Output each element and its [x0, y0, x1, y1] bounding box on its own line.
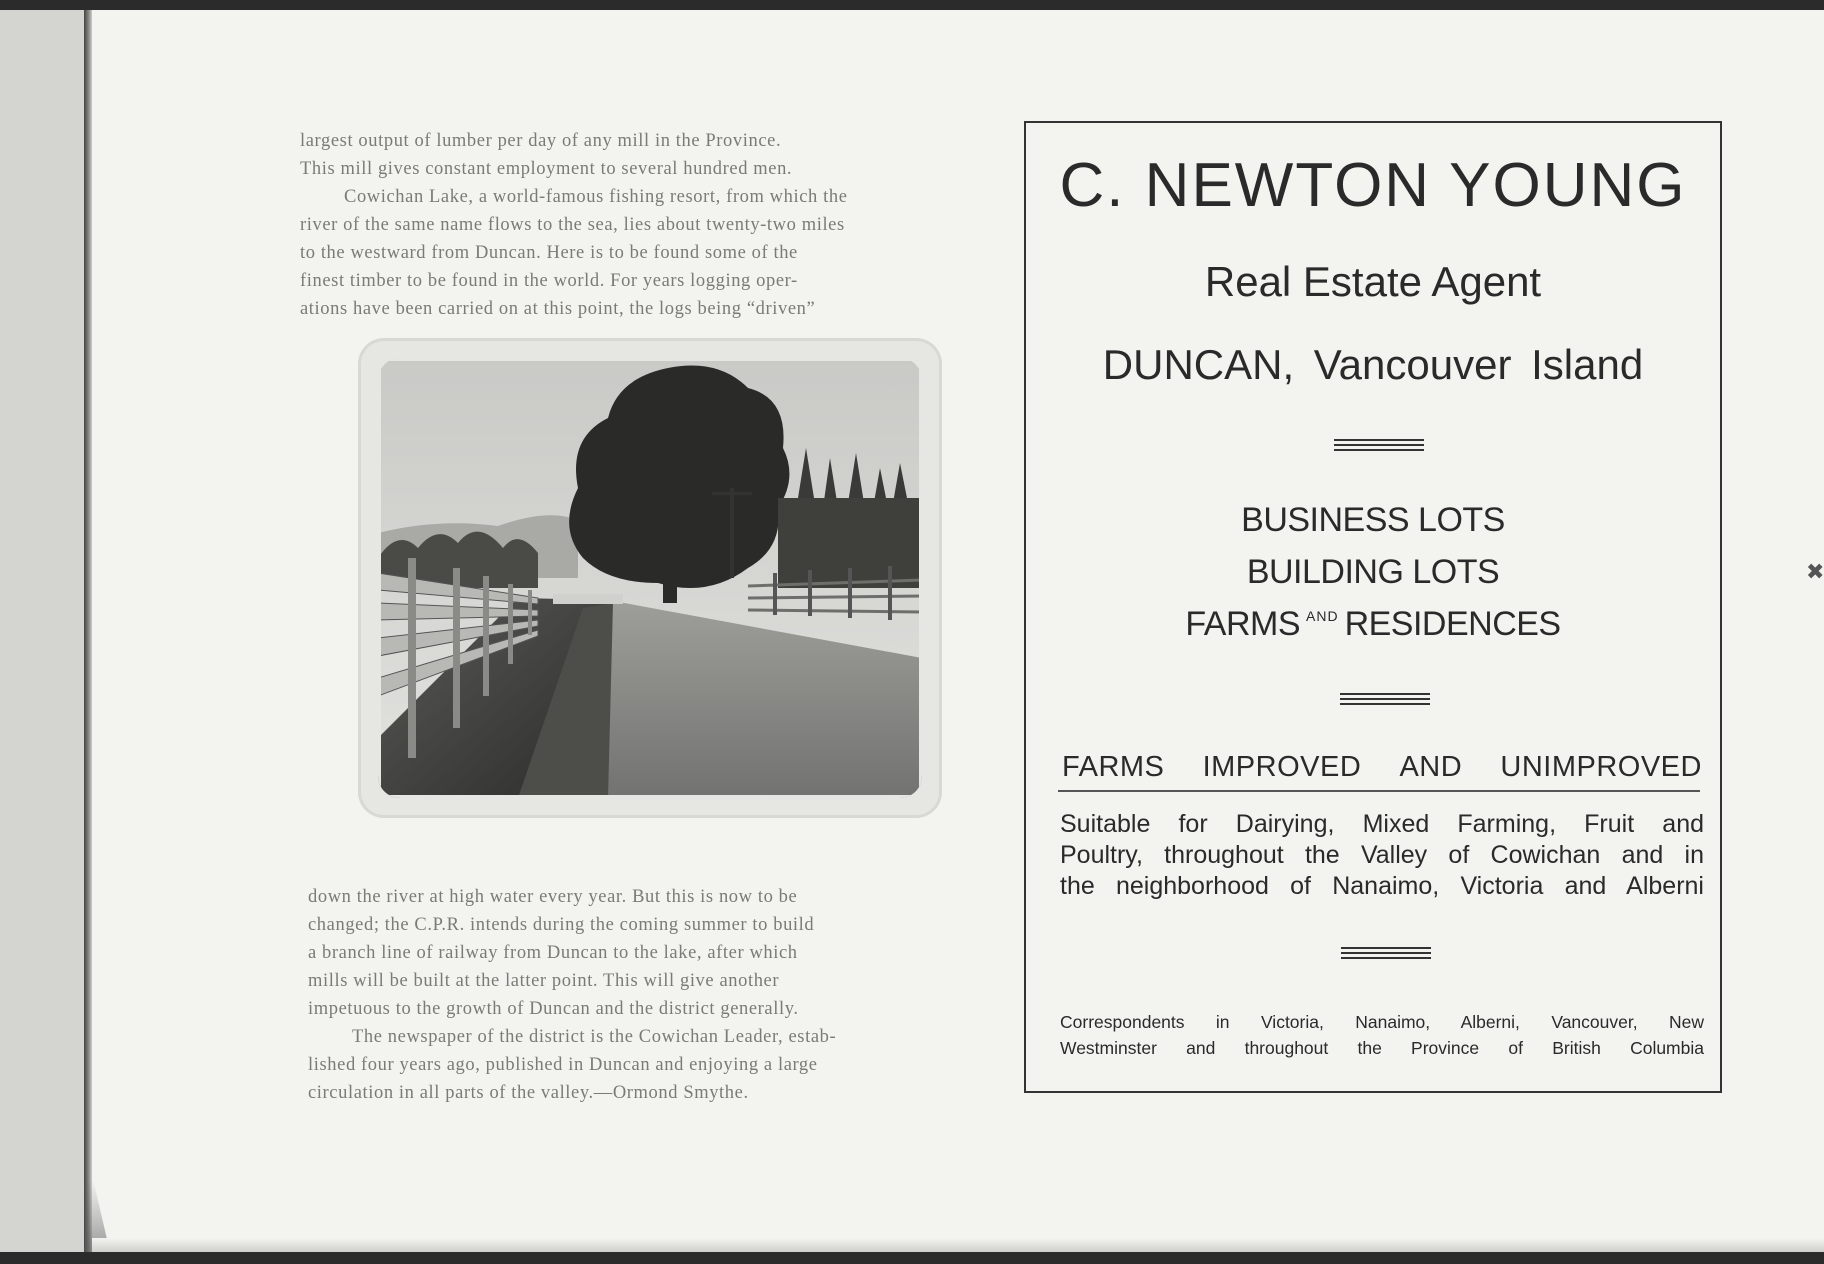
suitable-line: Suitable for Dairying, Mixed Farming, Fruit and [1060, 810, 1704, 838]
article-line: Cowichan Lake, a world-famous fishing resort, from which the [344, 187, 848, 207]
unimproved-word: UNIMPROVED [1500, 751, 1702, 783]
suitable-description [1060, 809, 1704, 902]
margin-mark: ✖ [1806, 560, 1824, 585]
ornamental-rule [1341, 947, 1431, 963]
offer-business-lots: BUSINESS LOTS [1241, 501, 1505, 539]
article-line: mills will be built at the latter point. This will give another [308, 971, 780, 991]
article-line: impetuous to the growth of Duncan and the district generally. [308, 999, 799, 1019]
offer-building-lots: BUILDING LOTS [1246, 553, 1500, 591]
and-word: AND [1399, 751, 1463, 783]
road-photo [378, 358, 922, 798]
correspondents-line: Correspondents in Victoria, Nanaimo, Alberni, Vancouver, New [1060, 1012, 1704, 1032]
facing-page-edge [0, 10, 86, 1252]
scan-bottom-border [0, 1252, 1824, 1264]
article-line: river of the same name flows to the sea, lies about twenty-two miles [300, 215, 845, 235]
offer-residences: RESIDENCES [1344, 605, 1561, 643]
article-line: down the river at high water every year. But this is now to be [308, 887, 798, 907]
ornamental-rule [1340, 693, 1430, 709]
article-line: The newspaper of the district is the Cowichan Leader, estab- [352, 1027, 837, 1047]
ornamental-rule [1334, 439, 1424, 455]
improved-word: IMPROVED [1202, 751, 1362, 783]
agent-location: DUNCAN, Vancouver Island [1102, 341, 1644, 388]
correspondents-line: Westminster and throughout the Province of British Columbia [1060, 1038, 1704, 1058]
road-photo-image [378, 358, 922, 798]
article-line: largest output of lumber per day of any mill in the Province. [300, 131, 782, 151]
real-estate-advertisement [1024, 121, 1722, 1093]
suitable-line: the neighborhood of Nanaimo, Victoria and Alberni [1060, 872, 1704, 900]
article-line: a branch line of railway from Duncan to the lake, after which [308, 943, 798, 963]
book-spine [84, 10, 92, 1252]
article-line: This mill gives constant employment to several hundred men. [300, 159, 793, 179]
farms-word: FARMS [1062, 751, 1165, 783]
agent-name: C. NEWTON YOUNG [1059, 151, 1687, 220]
agent-role: Real Estate Agent [1204, 258, 1542, 305]
offer-and: AND [1306, 608, 1339, 624]
article-text-top [300, 127, 994, 323]
farms-underline [1058, 790, 1700, 792]
farms-heading [1062, 751, 1702, 784]
offer-farms: FARMS [1185, 605, 1300, 643]
article-line: circulation in all parts of the valley.—Ormond Smythe. [308, 1083, 749, 1103]
offer-farms-residences [1026, 605, 1720, 644]
article-line: ations have been carried on at this point, the logs being “driven” [300, 299, 816, 319]
correspondents-note [1060, 1009, 1704, 1061]
article-line: lished four years ago, published in Duncan and enjoying a large [308, 1055, 818, 1075]
suitable-line: Poultry, throughout the Valley of Cowichan and in [1060, 841, 1704, 869]
article-line: finest timber to be found in the world. For years logging oper- [300, 271, 798, 291]
article-line: to the westward from Duncan. Here is to be found some of the [300, 243, 798, 263]
scan-top-border [0, 0, 1824, 10]
page-bottom-edge [92, 1238, 1824, 1252]
article-line: changed; the C.P.R. intends during the coming summer to build [308, 915, 815, 935]
article-text-bottom [308, 883, 1002, 1107]
